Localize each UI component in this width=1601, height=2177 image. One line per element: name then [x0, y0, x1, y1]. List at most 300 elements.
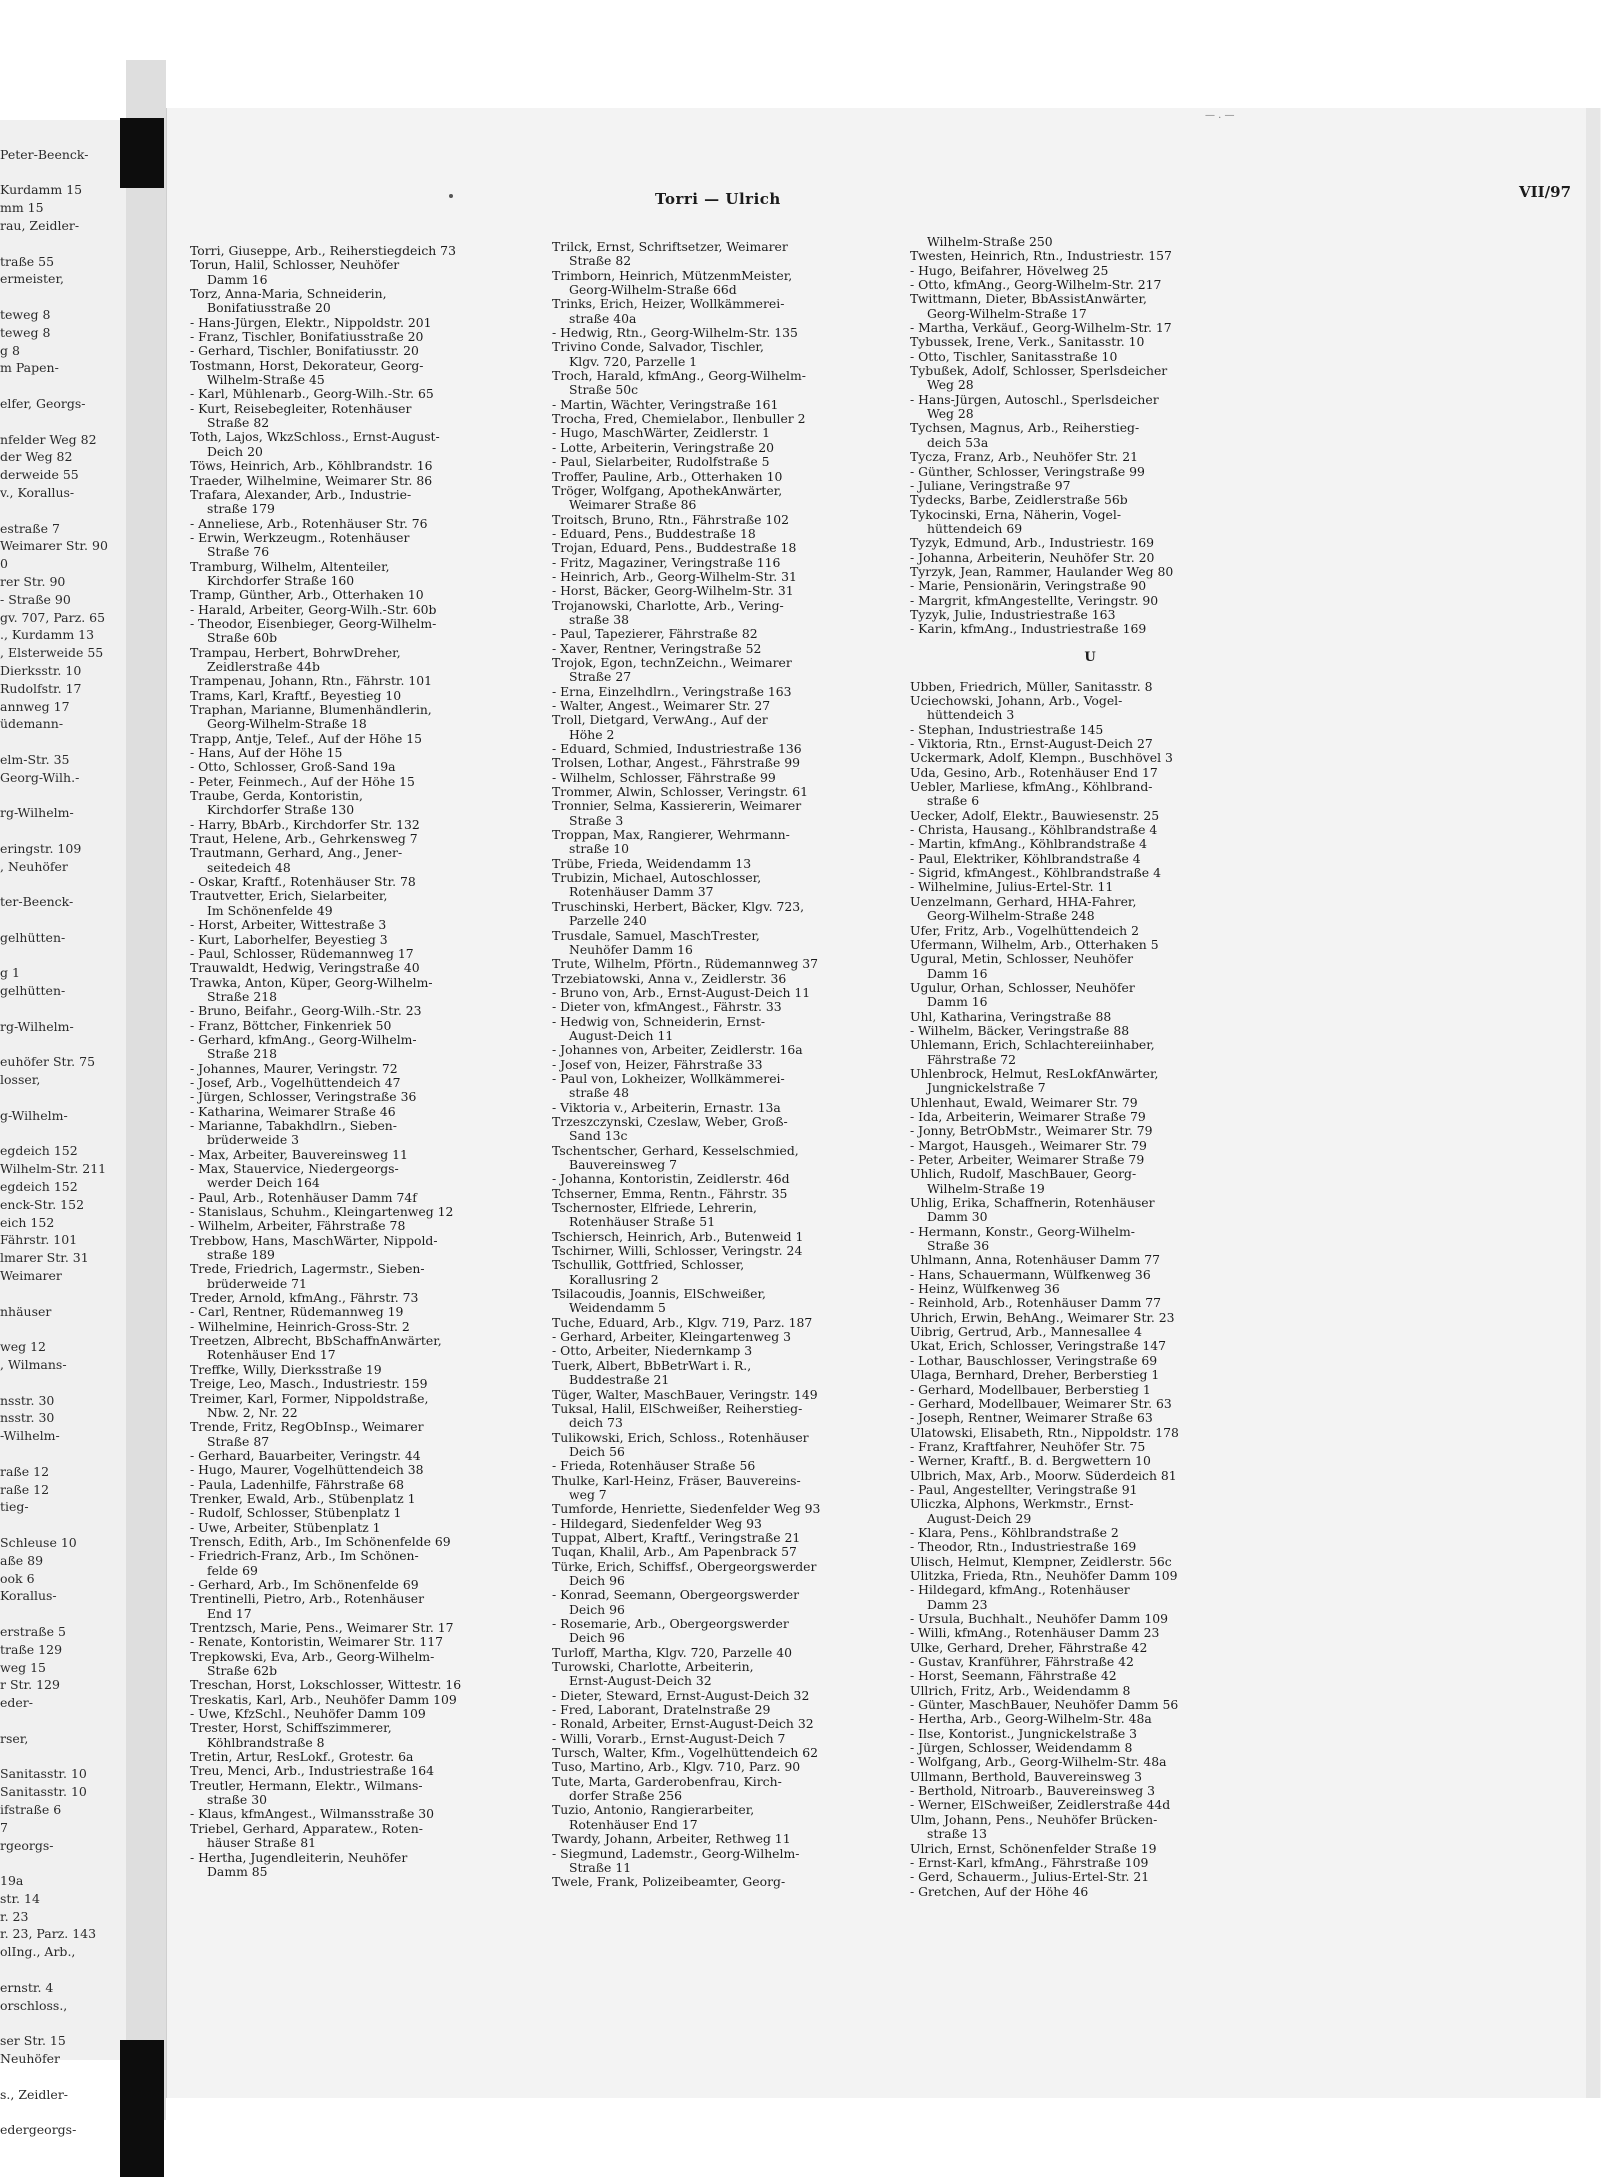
directory-entry: Tuzio, Antonio, Rangierarbeiter, — [552, 1802, 755, 1818]
left-page-line: -Wilhelm- — [0, 1428, 60, 1444]
directory-entry: - Gerhard, Modellbauer, Berberstieg 1 — [910, 1381, 1151, 1397]
left-page-line: - Straße 90 — [0, 591, 71, 607]
left-page-line: weg 15 — [0, 1659, 46, 1675]
directory-entry: Troll, Dietgard, VerwAng., Auf der — [552, 712, 768, 728]
entry-continuation: hüttendeich 3 — [927, 707, 1015, 723]
directory-entry: Ulatowski, Elisabeth, Rtn., Nippoldstr. 178 — [910, 1424, 1179, 1440]
directory-entry: Uliczka, Alphons, Werkmstr., Ernst- — [910, 1496, 1134, 1512]
directory-entry: Tulikowski, Erich, Schloss., Rotenhäuser — [552, 1429, 809, 1445]
spacer — [910, 665, 1270, 679]
directory-entry: Tschiersch, Heinrich, Arb., Butenweid 1 — [552, 1228, 804, 1244]
directory-entry: Tyrzyk, Jean, Rammer, Haulander Weg 80 — [910, 563, 1174, 579]
directory-entry: Uibrig, Gertrud, Arb., Mannesallee 4 — [910, 1324, 1143, 1340]
directory-entry: Trocha, Fred, Chemielabor., Ilenbuller 2 — [552, 411, 806, 427]
directory-entry: Tretin, Artur, ResLokf., Grotestr. 6a — [190, 1749, 414, 1765]
entry-continuation: Wilhelm-Straße 250 — [927, 234, 1053, 249]
entry-continuation: Klgv. 720, Parzelle 1 — [569, 353, 698, 369]
directory-entry: - Johanna, Kontoristin, Zeidlerstr. 46d — [552, 1171, 790, 1187]
entry-continuation: Weidendamm 5 — [569, 1300, 666, 1316]
directory-column-2 — [552, 240, 917, 1890]
left-page-line: erstraße 5 — [0, 1623, 66, 1639]
directory-entry: Trede, Friedrich, Lagermstr., Sieben- — [190, 1261, 425, 1277]
entry-continuation: August-Deich 29 — [927, 1510, 1032, 1526]
directory-entry: - Kurt, Reisebegleiter, Rotenhäuser — [190, 400, 412, 416]
directory-entry: - Johanna, Arbeiterin, Neuhöfer Str. 20 — [910, 549, 1155, 565]
directory-entry: Tyzyk, Julie, Industriestraße 163 — [910, 606, 1116, 622]
directory-entry: Treetzen, Albrecht, BbSchaffnAnwärter, — [190, 1333, 442, 1349]
directory-entry: Tykocinski, Erna, Näherin, Vogel- — [910, 506, 1122, 522]
left-page-line: raße 12 — [0, 1481, 50, 1497]
left-page-line: rau, Zeidler- — [0, 217, 80, 233]
directory-entry: Treige, Leo, Masch., Industriestr. 159 — [190, 1376, 428, 1392]
entry-continuation: Damm 30 — [927, 1209, 988, 1225]
left-page-line: nhäuser — [0, 1303, 52, 1319]
directory-entry: - Marianne, Tabakhdlrn., Sieben- — [190, 1117, 397, 1133]
directory-entry: - Uwe, Arbeiter, Stübenplatz 1 — [190, 1519, 381, 1535]
left-page-line: m Papen- — [0, 360, 59, 376]
left-page-line: annweg 17 — [0, 698, 70, 714]
directory-entry: Trinks, Erich, Heizer, Wollkämmerei- — [552, 296, 785, 312]
directory-entry: Tuksal, Halil, ElSchweißer, Reiherstieg- — [552, 1400, 803, 1416]
directory-entry: - Eduard, Schmied, Industriestraße 136 — [552, 741, 802, 757]
directory-entry: - Uwe, KfzSchl., Neuhöfer Damm 109 — [190, 1706, 426, 1722]
page-number: VII/97 — [1519, 183, 1572, 201]
directory-entry: Tute, Marta, Garderobenfrau, Kirch- — [552, 1773, 782, 1789]
left-page-line: nfelder Weg 82 — [0, 431, 97, 447]
directory-entry: - Wilhelm, Bäcker, Veringstraße 88 — [910, 1022, 1130, 1038]
directory-entry: - Heinrich, Arb., Georg-Wilhelm-Str. 31 — [552, 568, 797, 584]
left-page-line: egdeich 152 — [0, 1143, 78, 1159]
entry-continuation: Deich 96 — [569, 1601, 625, 1617]
entry-continuation: straße 179 — [207, 501, 275, 517]
directory-entry: - Fred, Laborant, Dratelnstraße 29 — [552, 1702, 771, 1718]
directory-entry: Traphan, Marianne, Blumenhändlerin, — [190, 702, 432, 717]
directory-entry: - Gerhard, Arbeiter, Kleingartenweg 3 — [552, 1329, 791, 1345]
directory-entry: Troppan, Max, Rangierer, Wehrmann- — [552, 827, 790, 843]
directory-entry: Tsilacoudis, Joannis, ElSchweißer, — [552, 1286, 766, 1302]
left-page-line: , Wilmans- — [0, 1356, 67, 1372]
entry-continuation: Ernst-August-Deich 32 — [569, 1673, 712, 1689]
left-page-line: rg-Wilhelm- — [0, 1018, 74, 1034]
directory-entry: Tramp, Günther, Arb., Otterhaken 10 — [190, 587, 424, 603]
entry-continuation: Nbw. 2, Nr. 22 — [207, 1404, 298, 1420]
directory-entry: Torun, Halil, Schlosser, Neuhöfer — [190, 257, 400, 273]
directory-entry: Trester, Horst, Schiffszimmerer, — [190, 1720, 392, 1736]
left-page-line: rgeorgs- — [0, 1837, 54, 1853]
directory-entry: Treutler, Hermann, Elektr., Wilmans- — [190, 1777, 423, 1793]
directory-entry: - Peter, Feinmech., Auf der Höhe 15 — [190, 773, 415, 789]
directory-entry: - Bruno von, Arb., Ernst-August-Deich 11 — [552, 984, 811, 1000]
directory-entry: - Günther, Schlosser, Veringstraße 99 — [910, 463, 1145, 479]
directory-entry: - Otto, kfmAng., Georg-Wilhelm-Str. 217 — [910, 277, 1162, 293]
directory-entry: Ulke, Gerhard, Dreher, Fährstraße 42 — [910, 1639, 1148, 1655]
entry-continuation: hüttendeich 69 — [927, 520, 1023, 536]
left-page-line: ter-Beenck- — [0, 894, 74, 910]
left-page-line: der Weg 82 — [0, 449, 73, 465]
directory-entry: Ukat, Erich, Schlosser, Veringstraße 147 — [910, 1338, 1167, 1354]
left-page-line: 19a — [0, 1873, 24, 1889]
directory-entry: Uhlemann, Erich, Schlachtereiinhaber, — [910, 1037, 1155, 1053]
directory-entry: Trauwaldt, Hedwig, Veringstraße 40 — [190, 960, 420, 976]
left-page-line: str. 14 — [0, 1890, 40, 1906]
entry-continuation: Straße 218 — [207, 1046, 277, 1062]
directory-entry: Trawka, Anton, Küper, Georg-Wilhelm- — [190, 974, 433, 990]
directory-entry: - Carl, Rentner, Rüdemannweg 19 — [190, 1304, 404, 1320]
entry-continuation: straße 6 — [927, 793, 980, 809]
left-page-line: Peter-Beenck- — [0, 146, 89, 162]
left-page-line: v., Korallus- — [0, 484, 75, 500]
directory-entry: - Gerhard, Tischler, Bonifatiusstr. 20 — [190, 343, 419, 359]
left-page-line: mm 15 — [0, 200, 44, 216]
directory-entry: - Oskar, Kraftf., Rotenhäuser Str. 78 — [190, 874, 416, 890]
directory-entry: Ullmann, Berthold, Bauvereinsweg 3 — [910, 1768, 1142, 1784]
directory-entry: - Lotte, Arbeiterin, Veringstraße 20 — [552, 439, 775, 455]
left-page-line: 7 — [0, 1819, 8, 1835]
directory-entry: Uhlenbrock, Helmut, ResLokfAnwärter, — [910, 1065, 1159, 1081]
directory-entry: - Viktoria v., Arbeiterin, Ernastr. 13a — [552, 1099, 781, 1115]
directory-entry: Türke, Erich, Schiffsf., Obergeorgswerder — [552, 1558, 817, 1574]
directory-entry: Tyzyk, Edmund, Arb., Industriestr. 169 — [910, 535, 1155, 551]
left-page-line: ., Kurdamm 13 — [0, 627, 95, 643]
directory-entry: Trapp, Antje, Telef., Auf der Höhe 15 — [190, 730, 423, 746]
directory-entry: - Harry, BbArb., Kirchdorfer Str. 132 — [190, 816, 420, 832]
entry-continuation: Sand 13c — [569, 1128, 628, 1144]
directory-entry: Tybußek, Adolf, Schlosser, Sperlsdeicher — [910, 363, 1168, 379]
entry-continuation: Bauvereinsweg 7 — [569, 1157, 678, 1172]
directory-entry: Uciechowski, Johann, Arb., Vogel- — [910, 693, 1123, 708]
left-page-line: tieg- — [0, 1499, 29, 1515]
directory-entry: Thulke, Karl-Heinz, Fräser, Bauvereins- — [552, 1472, 801, 1488]
directory-entry: - Franz, Böttcher, Finkenriek 50 — [190, 1017, 392, 1033]
directory-entry: - Horst, Bäcker, Georg-Wilhelm-Str. 31 — [552, 583, 794, 599]
directory-entry: - Siegmund, Lademstr., Georg-Wilhelm- — [552, 1845, 800, 1861]
directory-entry: - Xaver, Rentner, Veringstraße 52 — [552, 640, 762, 656]
left-page-line: teweg 8 — [0, 306, 51, 322]
left-page-line: traße 129 — [0, 1641, 63, 1657]
directory-entry: - Hertha, Arb., Georg-Wilhelm-Str. 48a — [910, 1711, 1152, 1727]
entry-continuation: deich 53a — [927, 434, 989, 450]
directory-entry: Uecker, Adolf, Elektr., Bauwiesenstr. 25 — [910, 807, 1160, 823]
directory-entry: Uhrich, Erwin, BehAng., Weimarer Str. 23 — [910, 1309, 1175, 1325]
directory-entry: - Franz, Kraftfahrer, Neuhöfer Str. 75 — [910, 1438, 1146, 1454]
directory-entry: Tschirner, Willi, Schlosser, Veringstr. 24 — [552, 1243, 803, 1259]
left-page-line: Weimarer Str. 90 — [0, 538, 108, 554]
entry-continuation: häuser Straße 81 — [207, 1835, 316, 1851]
directory-entry: Trautmann, Gerhard, Ang., Jener- — [190, 845, 403, 861]
directory-entry: Trende, Fritz, RegObInsp., Weimarer — [190, 1419, 424, 1435]
entry-continuation: Rotenhäuser Damm 37 — [569, 884, 714, 900]
directory-entry: - Reinhold, Arb., Rotenhäuser Damm 77 — [910, 1295, 1162, 1311]
entry-continuation: August-Deich 11 — [569, 1027, 674, 1043]
directory-entry: - Horst, Seemann, Fährstraße 42 — [910, 1668, 1117, 1684]
directory-entry: - Renate, Kontoristin, Weimarer Str. 117 — [190, 1634, 444, 1650]
entry-continuation: Straße 82 — [207, 415, 270, 431]
directory-entry: Uenzelmann, Gerhard, HHA-Fahrer, — [910, 893, 1137, 909]
directory-entry: - Erna, Einzelhdlrn., Veringstraße 163 — [552, 683, 792, 699]
left-page-line: ermeister, — [0, 271, 65, 287]
directory-entry: Uhlmann, Anna, Rotenhäuser Damm 77 — [910, 1252, 1161, 1268]
directory-entry: - Hildegard, kfmAng., Rotenhäuser — [910, 1582, 1130, 1598]
left-page-line: r. 23 — [0, 1908, 29, 1924]
left-page-line: enck-Str. 152 — [0, 1196, 85, 1212]
left-page-line: ernstr. 4 — [0, 1979, 54, 1995]
directory-entry: - Hermann, Konstr., Georg-Wilhelm- — [910, 1223, 1135, 1239]
directory-entry: Twardy, Johann, Arbeiter, Rethweg 11 — [552, 1831, 791, 1847]
directory-entry: Treder, Arnold, kfmAng., Fährstr. 73 — [190, 1290, 419, 1306]
entry-continuation: End 17 — [207, 1605, 252, 1621]
directory-entry: - Franz, Tischler, Bonifatiusstraße 20 — [190, 329, 424, 345]
directory-entry: - Viktoria, Rtn., Ernst-August-Deich 27 — [910, 736, 1153, 752]
entry-continuation: straße 13 — [927, 1826, 987, 1842]
directory-entry: - Theodor, Rtn., Industriestraße 169 — [910, 1539, 1137, 1555]
directory-entry: Tuqan, Khalil, Arb., Am Papenbrack 57 — [552, 1544, 797, 1560]
left-page-line: rser, — [0, 1730, 29, 1746]
directory-entry: Uhlenhaut, Ewald, Weimarer Str. 79 — [910, 1094, 1138, 1110]
directory-entry: - Juliane, Veringstraße 97 — [910, 477, 1071, 493]
directory-entry: - Werner, Kraftf., B. d. Bergwettern 10 — [910, 1453, 1151, 1469]
entry-continuation: Deich 96 — [569, 1572, 625, 1588]
directory-entry: Ulrich, Ernst, Schönenfelder Straße 19 — [910, 1840, 1157, 1856]
directory-entry: - Ida, Arbeiterin, Weimarer Straße 79 — [910, 1108, 1146, 1124]
entry-continuation: dorfer Straße 256 — [569, 1788, 683, 1804]
entry-continuation: deich 73 — [569, 1415, 623, 1431]
directory-entry: - Paul, Sielarbeiter, Rudolfstraße 5 — [552, 454, 770, 470]
directory-entry: Troch, Harald, kfmAng., Georg-Wilhelm- — [552, 368, 806, 384]
directory-entry: - Peter, Arbeiter, Weimarer Straße 79 — [910, 1152, 1145, 1167]
entry-continuation: Damm 16 — [927, 965, 988, 981]
entry-continuation: Kirchdorfer Straße 160 — [207, 572, 355, 588]
entry-continuation: Rotenhäuser Straße 51 — [569, 1214, 716, 1230]
directory-entry: - Willi, Vorarb., Ernst-August-Deich 7 — [552, 1730, 786, 1746]
directory-entry: Tuppat, Albert, Kraftf., Veringstraße 21 — [552, 1529, 801, 1545]
left-page-line: estraße 7 — [0, 520, 60, 536]
directory-entry: - Eduard, Pens., Buddestraße 18 — [552, 525, 756, 541]
entry-continuation: Wilhelm-Straße 19 — [927, 1180, 1045, 1196]
directory-entry: - Berthold, Nitroarb., Bauvereinsweg 3 — [910, 1783, 1155, 1799]
entry-continuation: straße 40a — [569, 310, 637, 326]
left-page-line: g 1 — [0, 965, 20, 981]
entry-continuation: Weg 28 — [927, 377, 974, 393]
directory-entry: - Max, Stauervice, Niedergeorgs- — [190, 1161, 399, 1176]
left-page-line: traße 55 — [0, 253, 55, 269]
entry-continuation: Damm 16 — [207, 271, 268, 287]
entry-continuation: Damm 23 — [927, 1596, 988, 1612]
directory-entry: Trojanowski, Charlotte, Arb., Vering- — [552, 597, 784, 613]
left-page-line: weg 12 — [0, 1339, 46, 1355]
header-dot — [449, 194, 453, 198]
left-page-line: rg-Wilhelm- — [0, 805, 74, 821]
directory-entry: - Paul, Schlosser, Rüdemannweg 17 — [190, 945, 414, 961]
directory-entry: Tüger, Walter, MaschBauer, Veringstr. 149 — [552, 1386, 818, 1402]
entry-continuation: brüderweide 71 — [207, 1275, 307, 1291]
left-page-line: Korallus- — [0, 1588, 57, 1604]
entry-continuation: straße 189 — [207, 1247, 275, 1263]
directory-entry: - Bruno, Beifahr., Georg-Wilh.-Str. 23 — [190, 1003, 422, 1019]
spacer — [910, 637, 1270, 651]
directory-entry: - Hans, Schauermann, Wülfkenweg 36 — [910, 1266, 1151, 1282]
left-page-line: olIng., Arb., — [0, 1944, 76, 1960]
directory-entry: - Rudolf, Schlosser, Stübenplatz 1 — [190, 1505, 402, 1521]
directory-entry: Trute, Wilhelm, Pförtn., Rüdemannweg 37 — [552, 956, 819, 972]
directory-entry: Tramburg, Wilhelm, Altenteiler, — [190, 558, 390, 574]
directory-entry: - Karl, Mühlenarb., Georg-Wilh.-Str. 65 — [190, 386, 434, 402]
left-page-line: nsstr. 30 — [0, 1392, 55, 1408]
entry-continuation: Straße 50c — [569, 382, 639, 398]
directory-entry: - Wilhelm, Schlosser, Fährstraße 99 — [552, 769, 776, 785]
directory-entry: - Christa, Hausang., Köhlbrandstraße 4 — [910, 822, 1158, 838]
left-page-line: eringstr. 109 — [0, 840, 82, 856]
directory-entry: Tröger, Wolfgang, ApothekAnwärter, — [552, 482, 783, 498]
directory-entry: - Josef, Arb., Vogelhüttendeich 47 — [190, 1074, 401, 1090]
left-page-line: ook 6 — [0, 1570, 35, 1586]
directory-entry: - Gerhard, Arb., Im Schönenfelde 69 — [190, 1576, 419, 1592]
directory-entry: - Marie, Pensionärin, Veringstraße 90 — [910, 578, 1147, 594]
directory-entry: Trojan, Eduard, Pens., Buddestraße 18 — [552, 540, 797, 556]
directory-entry: Turloff, Martha, Klgv. 720, Parzelle 40 — [552, 1644, 793, 1660]
directory-entry: Ugural, Metin, Schlosser, Neuhöfer — [910, 951, 1134, 967]
entry-continuation: Parzelle 240 — [569, 913, 647, 929]
directory-entry: - Hans, Auf der Höhe 15 — [190, 745, 343, 761]
entry-continuation: werder Deich 164 — [207, 1175, 320, 1191]
directory-column-3 — [910, 235, 1270, 1899]
directory-entry: - Konrad, Seemann, Obergeorgswerder — [552, 1587, 800, 1603]
directory-entry: - Gerhard, Modellbauer, Weimarer Str. 63 — [910, 1395, 1172, 1411]
directory-entry: - Anneliese, Arb., Rotenhäuser Str. 76 — [190, 515, 428, 531]
directory-entry: - Hildegard, Siedenfelder Weg 93 — [552, 1515, 762, 1531]
directory-entry: Tybussek, Irene, Verk., Sanitasstr. 10 — [910, 334, 1145, 350]
top-mark: — . — — [1205, 110, 1235, 121]
directory-entry: - Dieter, Steward, Ernst-August-Deich 32 — [552, 1687, 810, 1703]
directory-entry: Uhlich, Rudolf, MaschBauer, Georg- — [910, 1166, 1137, 1182]
entry-continuation: Georg-Wilhelm-Straße 248 — [927, 908, 1095, 924]
directory-entry: Trautvetter, Erich, Sielarbeiter, — [190, 888, 388, 904]
entry-continuation: Georg-Wilhelm-Straße 18 — [207, 716, 367, 732]
directory-entry: Trentzsch, Marie, Pens., Weimarer Str. 17 — [190, 1620, 454, 1635]
entry-continuation: Buddestraße 21 — [569, 1372, 670, 1388]
directory-entry: Torz, Anna-Maria, Schneiderin, — [190, 286, 387, 302]
directory-entry: - Dieter von, kfmAngest., Fährstr. 33 — [552, 999, 782, 1015]
directory-entry: - Otto, Tischler, Sanitasstraße 10 — [910, 348, 1118, 364]
directory-entry: Ullrich, Fritz, Arb., Weidendamm 8 — [910, 1682, 1131, 1698]
left-page-line: Dierksstr. 10 — [0, 662, 82, 678]
entry-continuation: straße 48 — [569, 1085, 629, 1101]
entry-continuation: Straße 3 — [569, 812, 624, 828]
directory-entry: - Walter, Angest., Weimarer Str. 27 — [552, 698, 771, 713]
directory-entry: - Kurt, Laborhelfer, Beyestieg 3 — [190, 931, 388, 947]
entry-continuation: Straße 218 — [207, 988, 277, 1004]
directory-entry: - Wilhelmine, Julius-Ertel-Str. 11 — [910, 879, 1114, 895]
directory-entry: Ulitzka, Frieda, Rtn., Neuhöfer Damm 109 — [910, 1567, 1178, 1583]
left-page-line: Neuhöfer — [0, 2051, 60, 2067]
directory-entry: - Josef von, Heizer, Fährstraße 33 — [552, 1056, 763, 1072]
directory-entry: Tuso, Martino, Arb., Klgv. 710, Parz. 90 — [552, 1759, 801, 1775]
directory-entry: - Paul, Angestellter, Veringstraße 91 — [910, 1481, 1138, 1497]
directory-entry: - Gretchen, Auf der Höhe 46 — [910, 1883, 1089, 1899]
directory-entry: - Gerhard, Bauarbeiter, Veringstr. 44 — [190, 1447, 421, 1463]
directory-entry: - Lothar, Bauschlosser, Veringstraße 69 — [910, 1352, 1158, 1368]
entry-continuation: brüderweide 3 — [207, 1132, 300, 1148]
entry-continuation: Weg 28 — [927, 406, 974, 422]
directory-entry: - Ronald, Arbeiter, Ernst-August-Deich 32 — [552, 1716, 814, 1732]
entry-continuation: Straße 36 — [927, 1238, 990, 1254]
binding-clip-bottom — [120, 2040, 164, 2177]
directory-entry: Trzebiatowski, Anna v., Zeidlerstr. 36 — [552, 970, 787, 986]
directory-entry: Trilck, Ernst, Schriftsetzer, Weimarer — [552, 239, 788, 254]
directory-entry: Trübe, Frieda, Weidendamm 13 — [552, 855, 752, 871]
directory-entry: Trampau, Herbert, BohrwDreher, — [190, 644, 401, 660]
left-page-line: losser, — [0, 1072, 41, 1088]
directory-entry: Tuche, Eduard, Arb., Klgv. 719, Parz. 187 — [552, 1314, 813, 1330]
left-page-line: Kurdamm 15 — [0, 182, 83, 198]
left-page-line: Weimarer — [0, 1268, 62, 1283]
directory-entry: - Max, Arbeiter, Bauvereinsweg 11 — [190, 1146, 408, 1162]
directory-entry: Tchserner, Emma, Rentn., Fährstr. 35 — [552, 1185, 788, 1201]
directory-entry: Traut, Helene, Arb., Gehrkensweg 7 — [190, 831, 418, 847]
directory-entry: Uckermark, Adolf, Klempn., Buschhövel 3 — [910, 750, 1173, 766]
entry-continuation: Straße 76 — [207, 544, 270, 560]
directory-entry: Trojok, Egon, technZeichn., Weimarer — [552, 654, 792, 670]
directory-entry: Twele, Frank, Polizeibeamter, Georg- — [552, 1874, 786, 1890]
entry-continuation: Kirchdorfer Straße 130 — [207, 802, 355, 818]
directory-entry: Trzeszczynski, Czeslaw, Weber, Groß- — [552, 1113, 788, 1129]
left-page-line: r Str. 129 — [0, 1677, 60, 1693]
directory-entry: - Paul, Arb., Rotenhäuser Damm 74f — [190, 1189, 417, 1205]
book-binding — [126, 60, 166, 2120]
page-edge-shadow — [1586, 108, 1600, 2098]
directory-entry: Trafara, Alexander, Arb., Industrie- — [190, 486, 412, 502]
left-page-line: g-Wilhelm- — [0, 1107, 68, 1123]
directory-entry: - Friedrich-Franz, Arb., Im Schönen- — [190, 1548, 419, 1564]
directory-entry: - Martin, kfmAng., Köhlbrandstraße 4 — [910, 836, 1148, 852]
directory-entry: Trentinelli, Pietro, Arb., Rotenhäuser — [190, 1591, 425, 1607]
left-page-line: , Elsterweide 55 — [0, 645, 104, 661]
directory-entry: - Paul, Elektriker, Köhlbrandstraße 4 — [910, 850, 1141, 866]
directory-entry: - Hans-Jürgen, Autoschl., Sperlsdeicher — [910, 391, 1159, 407]
directory-entry: Töws, Heinrich, Arb., Köhlbrandstr. 16 — [190, 458, 433, 474]
directory-entry: - Sigrid, kfmAngest., Köhlbrandstraße 4 — [910, 865, 1161, 881]
directory-entry: - Rosemarie, Arb., Obergeorgswerder — [552, 1616, 789, 1631]
directory-entry: Tydecks, Barbe, Zeidlerstraße 56b — [910, 492, 1128, 508]
directory-entry: Uebler, Marliese, kfmAng., Köhlbrand- — [910, 779, 1153, 795]
directory-entry: Toth, Lajos, WkzSchloss., Ernst-August- — [190, 429, 440, 445]
binding-clip-top — [120, 118, 164, 188]
left-page-line: Fährstr. 101 — [0, 1232, 78, 1248]
left-page-line: lmarer Str. 31 — [0, 1250, 89, 1266]
directory-entry: - Hedwig von, Schneiderin, Ernst- — [552, 1013, 766, 1029]
directory-entry: - Karin, kfmAng., Industriestraße 169 — [910, 621, 1147, 637]
directory-entry: - Ernst-Karl, kfmAng., Fährstraße 109 — [910, 1854, 1149, 1870]
entry-continuation: Deich 56 — [569, 1443, 625, 1459]
entry-continuation: Rotenhäuser End 17 — [207, 1347, 336, 1363]
directory-entry: - Gerd, Schauerm., Julius-Ertel-Str. 21 — [910, 1869, 1150, 1885]
directory-entry: - Margot, Hausgeh., Weimarer Str. 79 — [910, 1137, 1147, 1153]
directory-entry: Treschan, Horst, Lokschlosser, Wittestr. 16 — [190, 1677, 462, 1693]
directory-entry: Treu, Menci, Arb., Industriestraße 164 — [190, 1763, 434, 1779]
directory-entry: - Jürgen, Schlosser, Weidendamm 8 — [910, 1740, 1133, 1756]
directory-entry: - Stanislaus, Schuhm., Kleingartenweg 12 — [190, 1204, 454, 1220]
left-page-line: egdeich 152 — [0, 1179, 78, 1195]
left-page-line: Sanitasstr. 10 — [0, 1784, 87, 1800]
directory-entry: - Wilhelmine, Heinrich-Gross-Str. 2 — [190, 1318, 410, 1334]
directory-entry: Twesten, Heinrich, Rtn., Industriestr. 157 — [910, 248, 1172, 264]
left-page-line: Sanitasstr. 10 — [0, 1766, 87, 1782]
directory-entry: - Frieda, Rotenhäuser Straße 56 — [552, 1458, 756, 1474]
left-page-line: Georg-Wilh.- — [0, 769, 80, 785]
directory-entry: - Hugo, MaschWärter, Zeidlerstr. 1 — [552, 425, 770, 441]
entry-continuation: straße 38 — [569, 611, 629, 627]
left-page-line: g 8 — [0, 342, 20, 358]
entry-continuation: Straße 82 — [569, 253, 632, 269]
